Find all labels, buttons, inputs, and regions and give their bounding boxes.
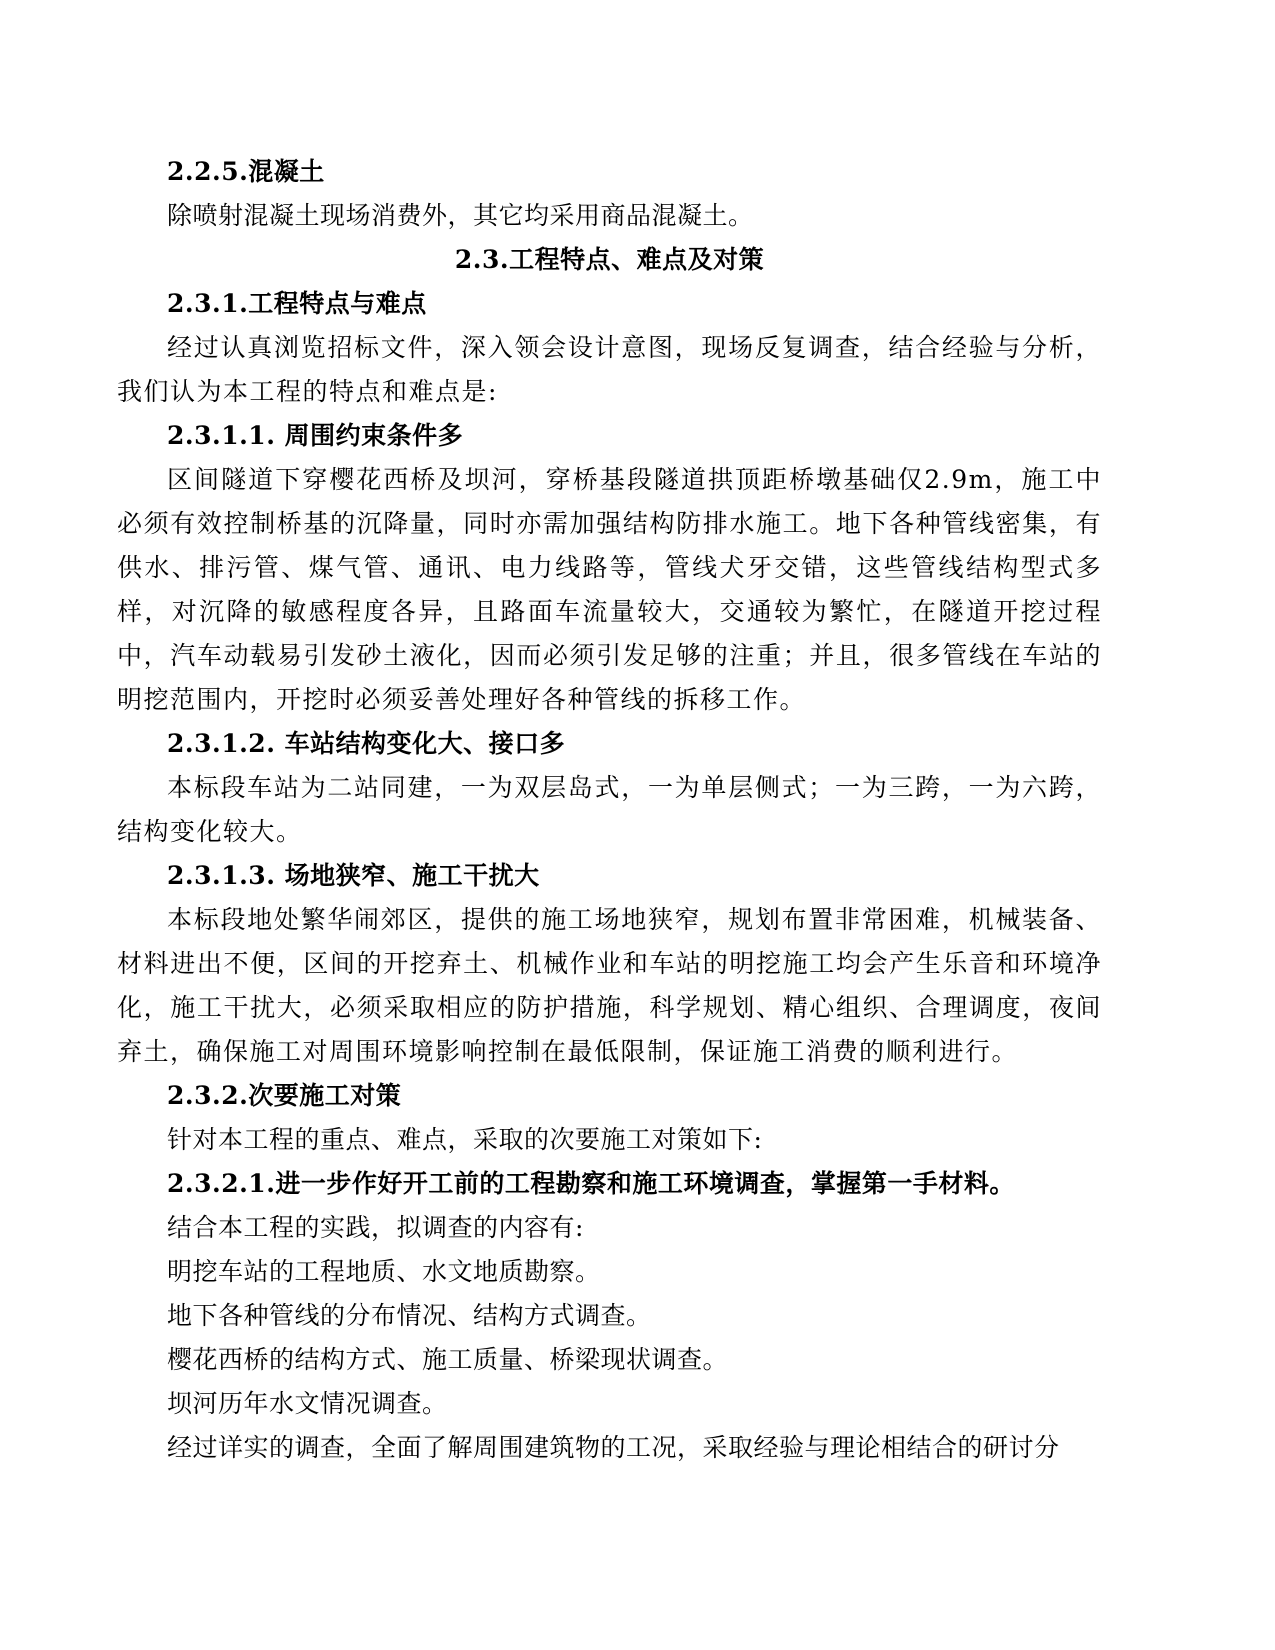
list-item-survey: 樱花西桥的结构方式、施工质量、桥梁现状调查。	[167, 1345, 729, 1374]
list-item-survey: 明挖车站的工程地质、水文地质勘察。	[167, 1257, 601, 1286]
section-heading-2-3-1-2: 2.3.1.2. 车站结构变化大、接口多	[167, 729, 566, 758]
section-heading-2-3-2-1: 2.3.2.1.进一步作好开工前的工程勘察和施工环境调查，掌握第一手材料。	[167, 1169, 1015, 1198]
section-heading-2-3-2: 2.3.2.次要施工对策	[167, 1081, 402, 1110]
paragraph-survey-intro: 结合本工程的实践，拟调查的内容有:	[167, 1213, 584, 1242]
paragraph-survey-conclusion: 经过详实的调查，全面了解周围建筑物的工况，采取经验与理论相结合的研讨分	[167, 1433, 1060, 1462]
section-heading-2-2-5: 2.2.5.混凝土	[167, 157, 325, 186]
section-heading-2-3-1: 2.3.1.工程特点与难点	[167, 289, 427, 318]
document-page	[117, 150, 1102, 1470]
list-item-survey: 坝河历年水文情况调查。	[167, 1389, 448, 1418]
paragraph-site-constraints: 本标段地处繁华闹郊区，提供的施工场地狭窄，规划布置非常困难，机械装备、材料进出不便，区间的开挖弃土、机械作业和车站的明挖施工均会产生乐音和环境净化，施工干扰大，必须采取相应的防护措施，科学规划、精心组织、合理调度，夜间弃土，确保施工对周围环境影响控制在最低限制，保证施工消费的顺利进行。	[117, 905, 1102, 1066]
section-heading-2-3-1-3: 2.3.1.3. 场地狭窄、施工干扰大	[167, 861, 540, 890]
section-heading-2-3-1-1: 2.3.1.1. 周围约束条件多	[167, 421, 464, 450]
list-item-survey: 地下各种管线的分布情况、结构方式调查。	[167, 1301, 652, 1330]
section-heading-2-3: 2.3.工程特点、难点及对策	[454, 245, 765, 274]
paragraph-station-structure: 本标段车站为二站同建，一为双层岛式，一为单层侧式；一为三跨，一为六跨，结构变化较大。	[117, 773, 1102, 846]
paragraph-countermeasures-intro: 针对本工程的重点、难点，采取的次要施工对策如下:	[167, 1125, 763, 1154]
paragraph-constraints: 区间隧道下穿樱花西桥及坝河，穿桥基段隧道拱顶距桥墩基础仅2.9m，施工中必须有效控制桥基的沉降量，同时亦需加强结构防排水施工。地下各种管线密集，有供水、排污管、煤气管、通讯、电力线路等，管线犬牙交错，这些管线结构型式多样，对沉降的敏感程度各异，且路面车流量较大，交通较为繁忙，在隧道开挖过程中，汽车动载易引发砂土液化，因而必须引发足够的注重；并且，很多管线在车站的明挖范围内，开挖时必须妥善处理好各种管线的拆移工作。	[117, 465, 1102, 714]
paragraph-concrete: 除喷射混凝土现场消费外，其它均采用商品混凝土。	[167, 201, 754, 230]
paragraph-project-features-intro: 经过认真浏览招标文件，深入领会设计意图，现场反复调查，结合经验与分析，我们认为本工程的特点和难点是:	[117, 333, 1102, 406]
